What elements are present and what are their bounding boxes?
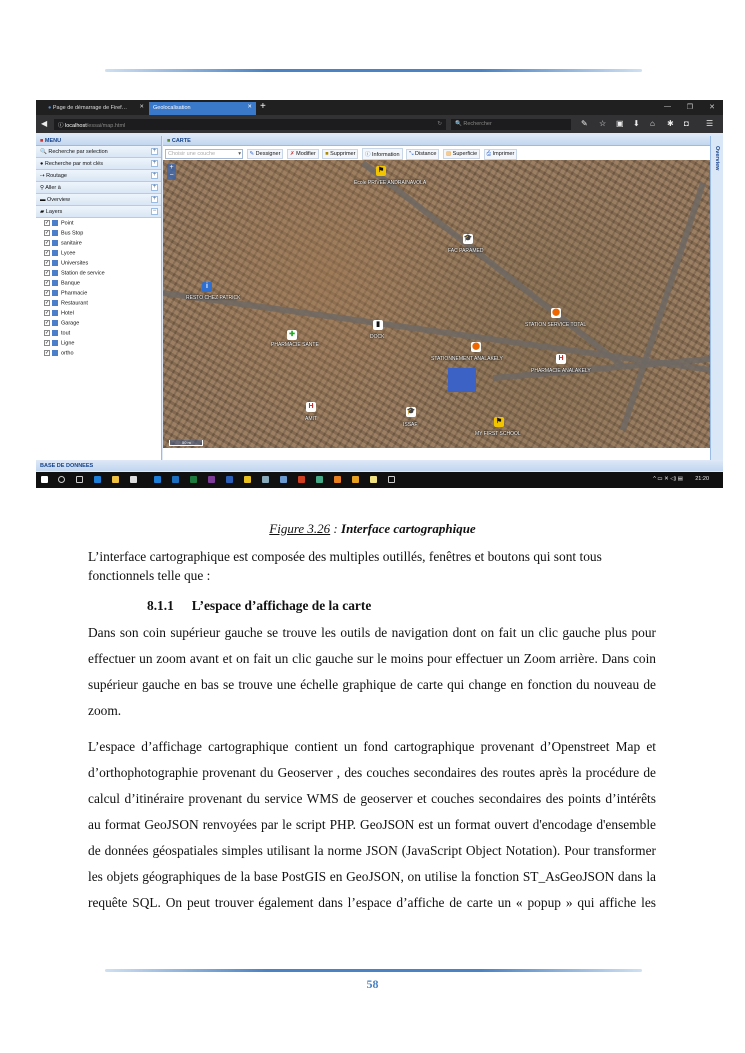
layer-item[interactable] bbox=[36, 258, 161, 268]
clipboard-icon[interactable]: ▣ bbox=[616, 119, 624, 128]
map-label: PHARMACIE SANTE bbox=[271, 342, 319, 348]
superficie-button[interactable] bbox=[443, 149, 480, 159]
checkbox[interactable]: ✓ bbox=[45, 320, 50, 326]
map-label: STATIONNEMENT ANALAKELY bbox=[431, 356, 503, 362]
dessiner-button[interactable] bbox=[247, 149, 284, 159]
checkbox[interactable]: ✓ bbox=[45, 350, 50, 356]
outlook-icon[interactable] bbox=[172, 476, 179, 483]
expand-icon[interactable]: + bbox=[152, 184, 157, 190]
url-bar[interactable]: ⓘ localhost/essai/map.html ↻ bbox=[54, 119, 446, 130]
layer-item[interactable] bbox=[36, 238, 161, 248]
layer-label: tout bbox=[61, 330, 71, 337]
university-icon[interactable]: 🎓 bbox=[406, 408, 416, 415]
panel-label: Recherche par mot clés bbox=[44, 161, 103, 167]
layer-label: sanitaire bbox=[61, 240, 82, 247]
browser-nav-bar bbox=[36, 115, 723, 133]
panel-label: Recherche par selection bbox=[48, 149, 108, 155]
map-panel bbox=[163, 136, 710, 460]
browser-tab-bar bbox=[36, 100, 723, 115]
app-screenshot bbox=[36, 100, 723, 488]
overview-strip[interactable] bbox=[710, 136, 723, 460]
database-panel-header[interactable] bbox=[36, 461, 723, 471]
layer-item[interactable] bbox=[36, 218, 161, 228]
panel-recherche-mot-cles[interactable]: ● Recherche par mot clés + bbox=[36, 158, 161, 170]
layer-icon bbox=[52, 290, 58, 296]
app-icon[interactable] bbox=[316, 476, 323, 483]
app-icon[interactable] bbox=[334, 476, 341, 483]
chevron-down-icon[interactable]: ▾ bbox=[238, 151, 241, 157]
layer-item[interactable] bbox=[36, 228, 161, 238]
reload-icon[interactable]: ↻ bbox=[437, 121, 442, 127]
map-icon: ■ bbox=[167, 138, 172, 144]
checkbox[interactable]: ✓ bbox=[45, 310, 50, 316]
layer-icon bbox=[52, 240, 58, 246]
start-icon[interactable] bbox=[41, 476, 48, 483]
expand-icon[interactable]: + bbox=[152, 172, 157, 178]
body-paragraph: Dans son coin supérieur gauche se trouve les outils de navigation dont on fait un clic gauche plus pour effectuer un zoom avant et on fait un clic gauche sur le moins pour effectuer un Zoom arrière. Dans coin supérieur gauche en bas se trouve une échelle graphique de carte qui change en fonction du nouveau de zoom. bbox=[88, 625, 656, 718]
menu-title: MENU bbox=[44, 138, 62, 144]
supprimer-button[interactable] bbox=[322, 149, 358, 159]
figure-label: Figure 3.26 bbox=[269, 521, 331, 536]
layer-item[interactable] bbox=[36, 348, 161, 358]
button-label: Imprimer bbox=[492, 150, 515, 157]
excel-icon[interactable] bbox=[190, 476, 197, 483]
layer-label: Universites bbox=[61, 260, 89, 267]
edge-icon[interactable] bbox=[94, 476, 101, 483]
map-label: FAC PARAMED bbox=[448, 248, 484, 254]
school-icon[interactable]: ⚑ bbox=[495, 418, 503, 425]
carte-title: CARTE bbox=[171, 138, 191, 144]
checkbox[interactable]: ✓ bbox=[45, 260, 50, 266]
button-label: Superficie bbox=[452, 151, 478, 157]
pocket-icon[interactable]: ◘ bbox=[684, 119, 689, 128]
home-icon[interactable]: ⌂ bbox=[650, 119, 655, 128]
panel-routage[interactable]: ⇢ Routage + bbox=[36, 170, 161, 182]
university-icon[interactable]: 🎓 bbox=[463, 235, 473, 242]
button-label: Information bbox=[372, 152, 400, 158]
checkbox[interactable]: ✓ bbox=[45, 280, 50, 286]
ruler-icon: ⤡ bbox=[409, 150, 414, 157]
section-number: 8.1.1 bbox=[147, 598, 174, 613]
info-icon: ⓘ bbox=[364, 152, 371, 158]
addon-icon[interactable]: ✱ bbox=[667, 119, 674, 128]
bank-icon[interactable]: ▮ bbox=[373, 320, 383, 330]
pencil-icon: ✎ bbox=[249, 151, 255, 157]
layer-item[interactable] bbox=[36, 288, 161, 298]
tab-label: Page de démarrage de Firef… bbox=[52, 105, 128, 111]
layer-icon bbox=[52, 340, 58, 346]
layer-label: Bus Stop bbox=[61, 230, 84, 237]
road bbox=[620, 182, 706, 431]
wrench-icon[interactable]: ✎ bbox=[581, 119, 588, 128]
layer-icon bbox=[52, 320, 58, 326]
map-label: ISSAF bbox=[403, 422, 418, 428]
figure-title: Interface cartographique bbox=[341, 521, 476, 536]
zoom-out-button[interactable]: − bbox=[169, 172, 174, 179]
tab-label: Geolocalisation bbox=[153, 105, 191, 111]
collapse-icon[interactable]: − bbox=[152, 208, 157, 214]
panel-label: Aller à bbox=[45, 185, 61, 191]
section-title: L’espace d’affichage de la carte bbox=[191, 598, 372, 613]
map-label: DOCK bbox=[370, 334, 385, 340]
system-tray-icons[interactable]: ^ ▭ ✕ ◁) ▤ bbox=[653, 476, 683, 482]
checkbox[interactable]: ✓ bbox=[45, 300, 50, 306]
layer-item[interactable] bbox=[36, 328, 161, 338]
layer-icon bbox=[52, 280, 58, 286]
hospital-icon[interactable]: H bbox=[556, 354, 566, 364]
hospital-icon[interactable]: H bbox=[306, 402, 316, 412]
scale-label: 50 m bbox=[182, 440, 191, 445]
page-number: 58 bbox=[366, 977, 379, 991]
layer-icon bbox=[52, 330, 58, 336]
panel-layers[interactable]: ▰ Layers − bbox=[36, 206, 161, 218]
checkbox[interactable]: ✓ bbox=[45, 270, 50, 276]
menu-header bbox=[36, 136, 161, 146]
close-icon[interactable]: ✕ bbox=[139, 104, 144, 110]
header-rule bbox=[105, 69, 642, 72]
layer-label: Hotel bbox=[61, 310, 74, 317]
panel-label: Routage bbox=[46, 173, 67, 179]
button-label: Supprimer bbox=[330, 151, 356, 157]
panel-label: Overview bbox=[47, 197, 70, 203]
map-label: PHARMACIE ANALAKELY bbox=[531, 368, 591, 374]
layer-icon bbox=[52, 220, 58, 226]
search-icon[interactable] bbox=[58, 476, 65, 483]
clock: 21:20 bbox=[695, 476, 709, 482]
map-label: RESTO CHEZ PATRICK bbox=[186, 295, 241, 301]
layer-label: Station de service bbox=[61, 270, 105, 277]
layer-label: Pharmacie bbox=[61, 290, 88, 297]
star-icon[interactable]: ☆ bbox=[599, 119, 607, 128]
windows-taskbar bbox=[36, 472, 723, 488]
minimize-icon[interactable]: — bbox=[664, 103, 671, 110]
url-host: localhost bbox=[65, 123, 87, 129]
layer-label: Ligne bbox=[61, 340, 75, 347]
search-placeholder: Rechercher bbox=[463, 121, 492, 127]
layer-icon bbox=[52, 300, 58, 306]
window-close-icon[interactable]: ✕ bbox=[709, 104, 715, 111]
imprimer-button[interactable] bbox=[484, 149, 518, 160]
new-tab-icon[interactable]: + bbox=[260, 101, 266, 112]
app-icon[interactable] bbox=[352, 476, 359, 483]
layer-item[interactable] bbox=[36, 318, 161, 328]
restore-icon[interactable]: ❐ bbox=[686, 104, 693, 111]
layer-label: Lycee bbox=[61, 250, 76, 257]
download-icon[interactable]: ⬇ bbox=[633, 119, 640, 128]
info-poi-icon[interactable]: i bbox=[202, 282, 212, 292]
button-label: Distance bbox=[415, 150, 437, 157]
fuel-marker-icon[interactable]: ⬤ bbox=[552, 309, 560, 316]
layer-icon bbox=[52, 250, 58, 256]
layer-item[interactable] bbox=[36, 298, 161, 308]
carte-header bbox=[163, 136, 710, 146]
search-input[interactable]: 🔍 Rechercher bbox=[451, 119, 571, 130]
close-icon[interactable]: ✕ bbox=[247, 104, 252, 110]
layer-label: ortho bbox=[61, 350, 74, 357]
panel-overview[interactable]: ▬ Overview + bbox=[36, 194, 161, 206]
edit-icon: ✗ bbox=[289, 151, 295, 157]
delete-icon: ■ bbox=[325, 151, 329, 157]
information-button[interactable] bbox=[362, 148, 403, 160]
modifier-button[interactable] bbox=[287, 149, 319, 159]
menu-icon: ■ bbox=[40, 138, 45, 144]
store-icon[interactable] bbox=[130, 476, 137, 483]
panel-aller-a[interactable]: ⚲ Aller à + bbox=[36, 182, 161, 194]
expand-icon[interactable]: + bbox=[152, 148, 157, 154]
onenote-icon[interactable] bbox=[208, 476, 215, 483]
notepad-icon[interactable] bbox=[370, 476, 377, 483]
menu-panel bbox=[36, 136, 162, 460]
task-view-icon[interactable] bbox=[76, 476, 83, 483]
url-path: /essai/map.html bbox=[86, 123, 126, 129]
layer-item[interactable] bbox=[36, 338, 161, 348]
layer-icon bbox=[52, 350, 58, 356]
layer-icon bbox=[52, 270, 58, 276]
parking-marker-icon[interactable]: ⬤ bbox=[472, 343, 480, 350]
panel-label: Layers bbox=[45, 209, 63, 215]
layer-label: Banque bbox=[61, 280, 80, 287]
expand-icon[interactable]: + bbox=[152, 160, 157, 166]
word-icon[interactable] bbox=[226, 476, 233, 483]
database-panel-title: BASE DE DONNEES bbox=[40, 463, 94, 469]
zoom-control bbox=[167, 164, 176, 180]
checkbox[interactable]: ✓ bbox=[45, 330, 50, 336]
layer-icon bbox=[52, 310, 58, 316]
area-icon: ▧ bbox=[445, 151, 452, 157]
back-icon[interactable]: ◀ bbox=[41, 119, 48, 128]
chrome-icon[interactable] bbox=[244, 476, 251, 483]
blue-roof bbox=[448, 368, 476, 392]
checkbox[interactable]: ✓ bbox=[45, 220, 50, 226]
layer-select[interactable] bbox=[165, 149, 243, 159]
school-icon[interactable]: ⚑ bbox=[377, 167, 385, 174]
checkbox[interactable]: ✓ bbox=[45, 240, 50, 246]
button-label: Modifier bbox=[296, 151, 316, 157]
zoom-in-button[interactable]: + bbox=[169, 164, 174, 171]
layer-item[interactable] bbox=[36, 278, 161, 288]
layer-select-placeholder: Choisir une couche bbox=[168, 151, 216, 157]
map-toolbar bbox=[163, 147, 710, 159]
scale-bar bbox=[169, 440, 203, 446]
powerpoint-icon[interactable] bbox=[298, 476, 305, 483]
button-label: Dessigner bbox=[255, 151, 281, 157]
checkbox[interactable]: ✓ bbox=[45, 250, 50, 256]
body-paragraph: L’espace d’affichage cartographique contient un fond cartographique provenant d’Openstreet Map et d’orthophotographie provenant du Geoserver , des couches secondaires des routes après la procédure de calcul d’itinéraire provenant du service WMS de geoserver et couches secondaires des points d’intérêts au format GeoJSON renvoyées par le script PHP. GeoJSON est un format ouvert d'encodage d'ensemble de données géospatiales simples utilisant la norme JSON (JavaScript Object Notation). Pour transformer les objets géographiques de la base PostGIS en GeoJSON, on utilise la fonction ST_AsGeoJSON dans la requête SQL. On peut trouver également dans l’espace d’affiche de carte un « popup » qui affiche les bbox=[88, 739, 656, 910]
app-icon[interactable] bbox=[262, 476, 269, 483]
map-label: AMIT bbox=[305, 416, 317, 422]
explorer-icon[interactable] bbox=[112, 476, 119, 483]
checkbox[interactable]: ✓ bbox=[45, 340, 50, 346]
layer-list bbox=[36, 218, 161, 358]
section-heading bbox=[147, 598, 389, 614]
map-canvas[interactable] bbox=[163, 160, 710, 448]
map-label: Ecole PRIVEE ANDRAINAVOLA bbox=[354, 180, 427, 186]
expand-icon[interactable]: + bbox=[152, 196, 157, 202]
layer-item[interactable] bbox=[36, 248, 161, 258]
terminal-icon[interactable] bbox=[388, 476, 395, 483]
app-icon[interactable] bbox=[154, 476, 161, 483]
footer-rule bbox=[105, 969, 642, 972]
intro-paragraph: L’interface cartographique est composée des multiples outillés, fenêtres et boutons qui sont tous fonctionnels telle que : bbox=[88, 549, 602, 583]
distance-button[interactable] bbox=[406, 149, 439, 160]
app-icon[interactable] bbox=[280, 476, 287, 483]
menu-icon[interactable]: ☰ bbox=[706, 119, 714, 128]
checkbox[interactable]: ✓ bbox=[45, 290, 50, 296]
overview-label: Overview bbox=[714, 146, 720, 171]
print-icon: ⎙ bbox=[486, 150, 492, 157]
layer-label: Restaurant bbox=[61, 300, 88, 307]
browser-tab-active[interactable] bbox=[149, 102, 256, 115]
map-label: MY FIRST SCHOOL bbox=[475, 431, 521, 437]
checkbox[interactable]: ✓ bbox=[45, 230, 50, 236]
layer-label: Garage bbox=[61, 320, 80, 327]
pharmacy-icon[interactable]: ✚ bbox=[287, 330, 297, 340]
layer-item[interactable] bbox=[36, 268, 161, 278]
layer-label: Point bbox=[61, 220, 74, 227]
browser-tab[interactable]: ● Page de démarrage de Firef… ✕ bbox=[48, 104, 144, 111]
map-label: STATION SERVICE TOTAL bbox=[525, 322, 587, 328]
layer-icon bbox=[52, 230, 58, 236]
figure-caption: Figure 3.26 : Interface cartographique bbox=[269, 521, 476, 536]
layer-item[interactable] bbox=[36, 308, 161, 318]
layer-icon bbox=[52, 260, 58, 266]
panel-recherche-selection[interactable]: 🔍 Recherche par selection + bbox=[36, 146, 161, 158]
